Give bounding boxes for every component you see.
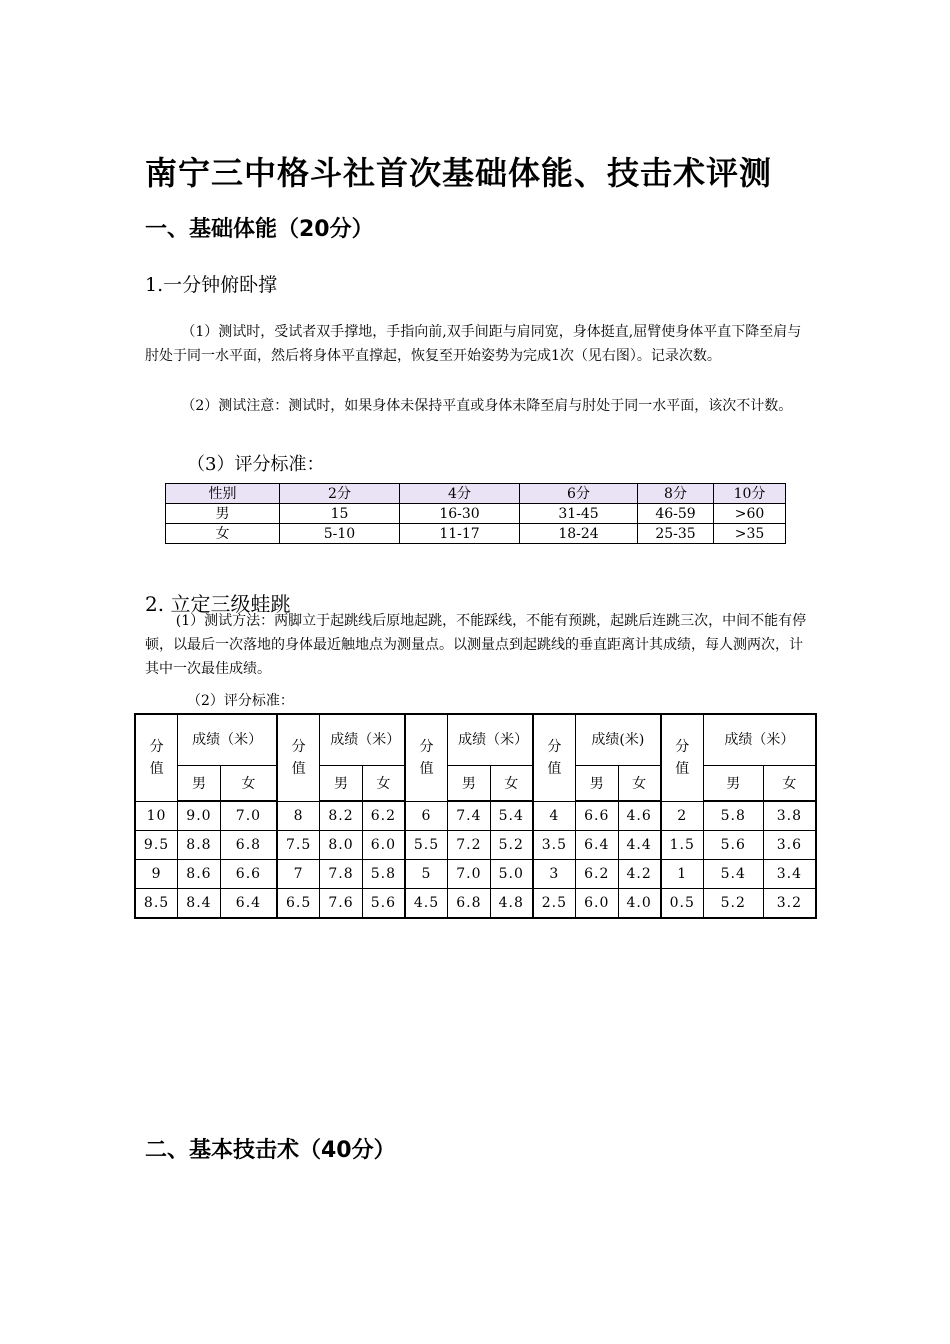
pushup-scoring-label: （3）评分标准： [187, 454, 325, 475]
table-cell: 1 [661, 860, 704, 889]
table-cell: 6.5 [277, 889, 320, 919]
table-row [135, 860, 816, 889]
header-cell: 6分 [520, 484, 638, 504]
male-header-cell: 男 [178, 766, 221, 802]
table-row [166, 524, 786, 544]
table-cell: 6.6 [220, 860, 277, 889]
male-header-cell: 男 [575, 766, 618, 802]
table-cell: 7.0 [448, 860, 491, 889]
table-cell: >35 [714, 524, 786, 544]
male-header-cell: 男 [320, 766, 363, 802]
score-label: 分 [675, 738, 690, 755]
score-header-cell [277, 714, 320, 801]
table-cell: 5.2 [490, 831, 533, 860]
score-label: 分 [419, 738, 434, 755]
female-header-cell: 女 [763, 766, 816, 802]
table-cell: 4.2 [618, 860, 661, 889]
header-cell: 10分 [714, 484, 786, 504]
table-cell: 7.8 [320, 860, 363, 889]
table-cell: 10 [135, 801, 178, 831]
table-cell: 5.4 [703, 860, 763, 889]
table-cell: 8.4 [178, 889, 221, 919]
table-cell: 7.5 [277, 831, 320, 860]
male-header-cell: 男 [448, 766, 491, 802]
header-cell: 2分 [280, 484, 400, 504]
table-cell: 5.4 [490, 801, 533, 831]
table-cell: 15 [280, 504, 400, 524]
table-cell: 16-30 [400, 504, 520, 524]
table-cell: 5.0 [490, 860, 533, 889]
table-cell: 6.4 [220, 889, 277, 919]
table-cell: 6.8 [220, 831, 277, 860]
table-cell: 5.8 [362, 860, 405, 889]
table-cell: 7 [277, 860, 320, 889]
table-cell: 5.2 [703, 889, 763, 919]
frog-jump-scoring-table [134, 713, 817, 919]
table-row [135, 831, 816, 860]
frog-jump-method-paragraph: (1）测试方法：两脚立于起跳线后原地起跳，不能踩线，不能有预跳，起跳后连跳三次，中间不能有停顿，以最后一次落地的身体最近触地点为测量点。以测量点到起跳线的垂直距离计其成绩，每人测两次，计其中一次最佳成绩。 [145, 613, 807, 677]
section-heading-fitness: 一、基础体能（20分） [145, 217, 374, 242]
score-header-cell [661, 714, 704, 801]
table-cell: 8.0 [320, 831, 363, 860]
table-cell: 46-59 [638, 504, 714, 524]
table-cell: 6.0 [575, 889, 618, 919]
table-cell: 3 [533, 860, 576, 889]
table-cell: 7.2 [448, 831, 491, 860]
table-cell: 6.0 [362, 831, 405, 860]
pushup-notice-paragraph: （2）测试注意：测试时，如果身体未保持平直或身体未降至肩与肘处于同一水平面，该次不计数。 [181, 398, 793, 414]
female-header-cell: 女 [220, 766, 277, 802]
header-cell: 8分 [638, 484, 714, 504]
item-heading-frog-jump: 2. 立定三级蛙跳 [145, 592, 291, 616]
score-label: 分 [547, 738, 562, 755]
female-header-cell: 女 [362, 766, 405, 802]
female-header-cell: 女 [618, 766, 661, 802]
score-header-cell [405, 714, 448, 801]
table-cell: 9 [135, 860, 178, 889]
table-row [135, 801, 816, 831]
score-label: 值 [547, 760, 562, 777]
table-cell: 6.2 [362, 801, 405, 831]
table-cell: 3.2 [763, 889, 816, 919]
table-header-row [166, 484, 786, 504]
table-cell: 11-17 [400, 524, 520, 544]
table-cell: 7.6 [320, 889, 363, 919]
score-header-cell [135, 714, 178, 801]
table-cell: 2 [661, 801, 704, 831]
table-cell: 7.0 [220, 801, 277, 831]
score-label: 值 [675, 760, 690, 777]
table-cell: 6.4 [575, 831, 618, 860]
table-cell: 3.5 [533, 831, 576, 860]
grade-header-cell: 成绩（米） [178, 714, 277, 766]
table-cell: 8.6 [178, 860, 221, 889]
table-cell: 5.8 [703, 801, 763, 831]
table-cell: 25-35 [638, 524, 714, 544]
grade-header-cell: 成绩(米) [575, 714, 660, 766]
pushup-scoring-table [165, 483, 786, 544]
male-header-cell: 男 [703, 766, 763, 802]
table-cell: 6.2 [575, 860, 618, 889]
table-cell: 18-24 [520, 524, 638, 544]
score-label: 值 [419, 760, 434, 777]
score-label: 值 [149, 760, 164, 777]
score-label: 分 [291, 738, 306, 755]
table-cell: 8 [277, 801, 320, 831]
table-cell: 3.6 [763, 831, 816, 860]
table-row [166, 504, 786, 524]
header-cell: 性别 [166, 484, 280, 504]
frog-jump-scoring-label: （2）评分标准： [187, 693, 294, 709]
table-cell: 4.8 [490, 889, 533, 919]
table-cell: 5.5 [405, 831, 448, 860]
table-subheader-row [135, 766, 816, 802]
section-heading-techniques: 二、基本技击术（40分） [145, 1138, 396, 1163]
table-cell: 31-45 [520, 504, 638, 524]
table-cell: 男 [166, 504, 280, 524]
table-cell: 3.4 [763, 860, 816, 889]
table-cell: 6.6 [575, 801, 618, 831]
item-heading-pushups: 1.一分钟俯卧撑 [145, 274, 278, 296]
table-cell: 9.5 [135, 831, 178, 860]
score-header-cell [533, 714, 576, 801]
table-cell: 5 [405, 860, 448, 889]
table-cell: 0.5 [661, 889, 704, 919]
table-cell: 9.0 [178, 801, 221, 831]
table-cell: 1.5 [661, 831, 704, 860]
page-title: 南宁三中格斗社首次基础体能、技击术评测 [145, 154, 773, 192]
pushup-method-paragraph: （1）测试时，受试者双手撑地，手指向前,双手间距与肩同宽，身体挺直,屈臂使身体平直下降至肩与肘处于同一水平面，然后将身体平直撑起，恢复至开始姿势为完成1次（见右图）。记录次数。 [145, 324, 802, 364]
grade-header-cell: 成绩（米） [320, 714, 405, 766]
score-label: 值 [291, 760, 306, 777]
score-label: 分 [149, 738, 164, 755]
table-cell: 4.6 [618, 801, 661, 831]
grade-header-cell: 成绩（米） [448, 714, 533, 766]
table-cell: 2.5 [533, 889, 576, 919]
table-cell: 女 [166, 524, 280, 544]
table-cell: 3.8 [763, 801, 816, 831]
table-cell: 6 [405, 801, 448, 831]
table-cell: 8.2 [320, 801, 363, 831]
table-cell: 4.5 [405, 889, 448, 919]
table-cell: >60 [714, 504, 786, 524]
table-header-row [135, 714, 816, 766]
grade-header-cell: 成绩（米） [703, 714, 816, 766]
table-cell: 8.5 [135, 889, 178, 919]
table-cell: 5-10 [280, 524, 400, 544]
table-cell: 4.0 [618, 889, 661, 919]
table-row [135, 889, 816, 919]
table-cell: 4.4 [618, 831, 661, 860]
table-cell: 5.6 [703, 831, 763, 860]
table-cell: 5.6 [362, 889, 405, 919]
table-cell: 7.4 [448, 801, 491, 831]
table-cell: 6.8 [448, 889, 491, 919]
female-header-cell: 女 [490, 766, 533, 802]
table-cell: 8.8 [178, 831, 221, 860]
table-cell: 4 [533, 801, 576, 831]
header-cell: 4分 [400, 484, 520, 504]
